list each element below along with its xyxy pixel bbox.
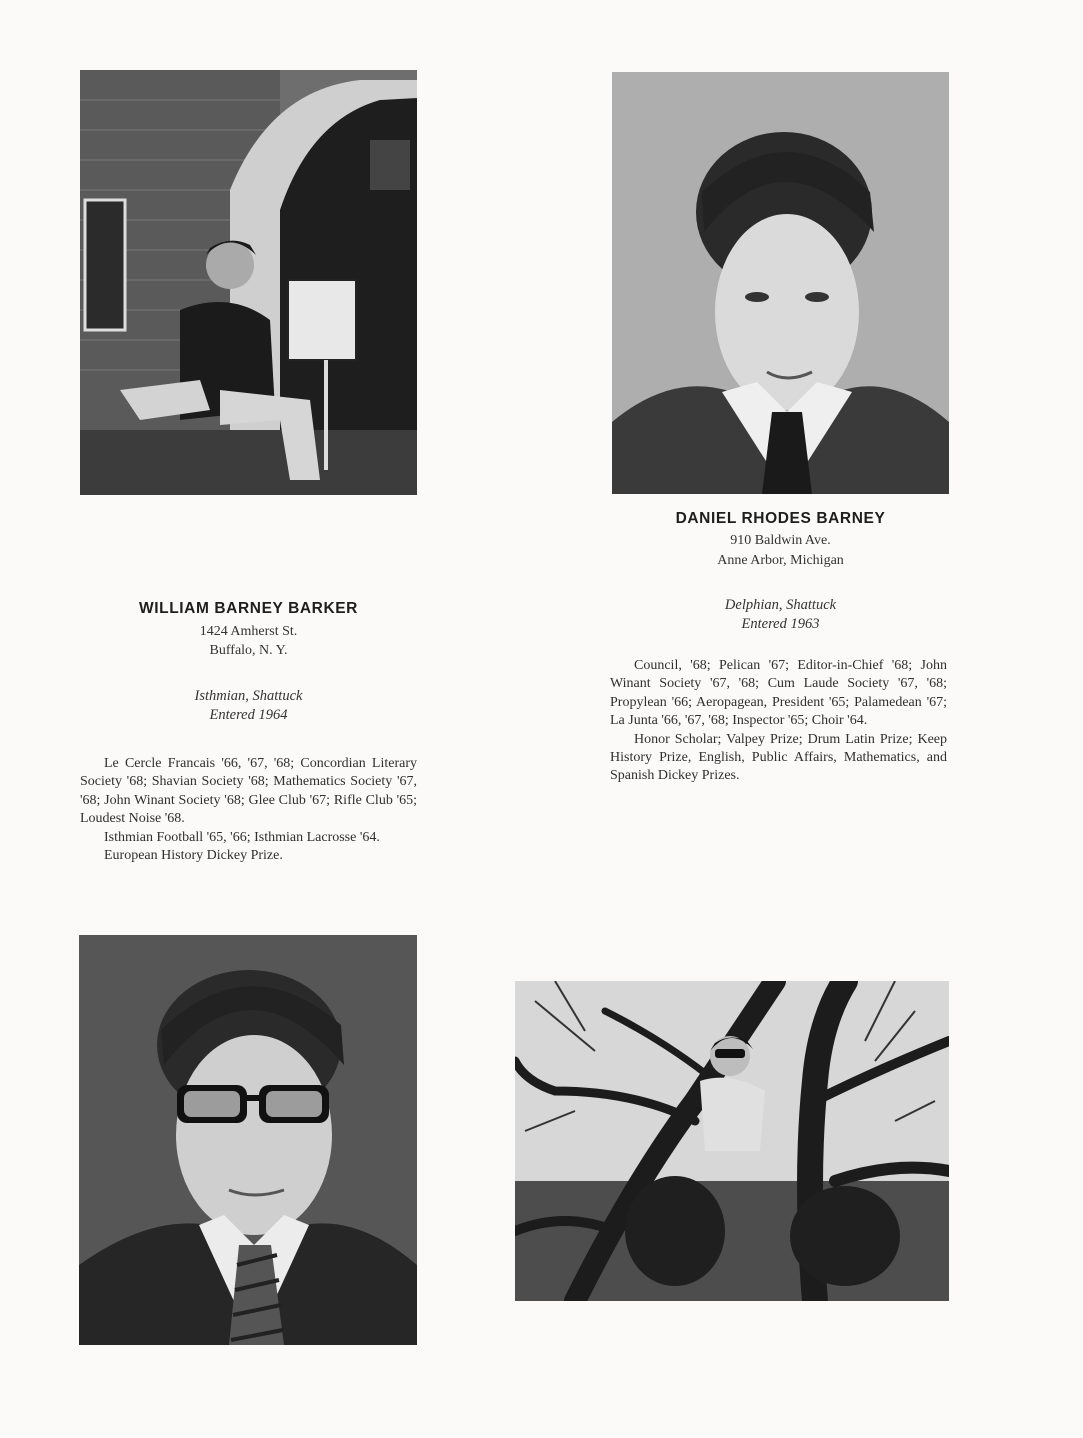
photo-barker-portrait [79,935,417,1345]
address-line2-barker: Buffalo, N. Y. [209,643,288,658]
entered-barker: Entered 1964 [209,707,288,723]
tree-photo-image [515,981,949,1301]
portrait-photo-image [612,72,949,494]
bio-paragraph: Isthmian Football '65, '66; Isthmian Lacrosse '64. [104,829,380,845]
entered-barney: Entered 1963 [741,616,820,632]
bio-barker [80,755,417,865]
bio-barney [610,657,947,786]
house-barney: Delphian, Shattuck [724,597,837,613]
address-line1-barker: 1424 Amherst St. [199,624,298,639]
bio-paragraph: Honor Scholar; Valpey Prize; Drum Latin Prize; Keep History Prize, English, Public Affairs, Mathematics, and Spanish Dickey Prizes. [610,731,947,784]
doorway-photo-image [80,70,417,495]
address-line1-barney: 910 Baldwin Ave. [730,533,831,548]
house-barker: Isthmian, Shattuck [194,688,303,704]
bio-paragraph: European History Dickey Prize. [104,848,283,864]
bio-paragraph: Le Cercle Francais '66, '67, '68; Concordian Literary Society '68; Shavian Society '68; Mathematics Society '67, '68; John Winant Society '68; Glee Club '67; Rifle Club '65; Loudest Noise '68. [80,756,417,827]
student-name-barney: DANIEL RHODES BARNEY [675,510,886,527]
student-name-barker: WILLIAM BARNEY BARKER [139,600,358,617]
portrait-glasses-image [79,935,417,1345]
bio-paragraph: Council, '68; Pelican '67; Editor-in-Chief '68; John Winant Society '67, '68; Cum Laude Society '67, '68; Propylean '66; Aeropagean, President '65; Palamedean '67; La Junta '66, '67, '68; Inspector '65; Choir '64. [610,658,947,729]
address-line2-barney: Anne Arbor, Michigan [717,553,844,568]
photo-barker-doorway [80,70,417,495]
photo-barney-tree [515,981,949,1301]
photo-barney-portrait [612,72,949,494]
